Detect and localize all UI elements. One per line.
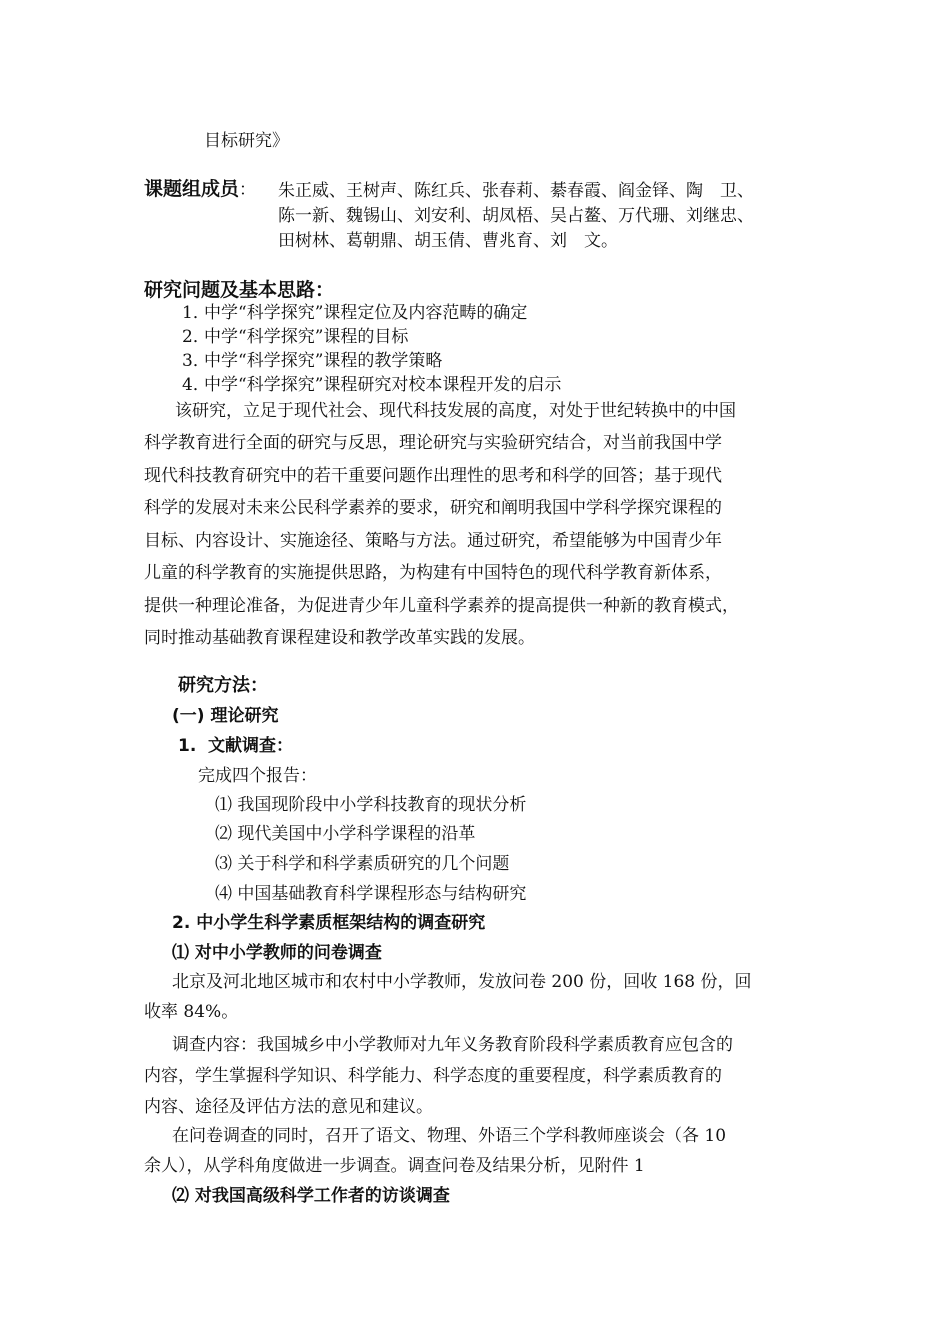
teacher-survey-line: 北京及河北地区城市和农村中小学教师，发放问卷 200 份，回收 168 份，回 (172, 972, 752, 992)
problems-paragraph-line: 该研究，立足于现代社会、现代科技发展的高度，对处于世纪转换中的中国 (175, 401, 736, 421)
members-label: 课题组成员 (144, 178, 240, 200)
members-line: 田树林、葛朝鼎、胡玉倩、曹兆育、刘 文。 (278, 231, 618, 251)
problem-item (182, 348, 442, 374)
problems-paragraph-line: 儿童的科学教育的实施提供思路，为构建有中国特色的现代科学教育新体系， (144, 563, 722, 583)
problems-paragraph-line: 目标、内容设计、实施途径、策略与方法。通过研究，希望能够为中国青少年 (144, 531, 722, 551)
literature-num: 1. (178, 736, 197, 756)
teacher-survey-heading: ⑴ 对中小学教师的问卷调查 (172, 943, 382, 963)
meeting-line: 在问卷调查的同时，召开了语文、物理、外语三个学科教师座谈会（各 10 (172, 1126, 727, 1146)
reports-intro: 完成四个报告： (198, 766, 317, 786)
problems-heading: 研究问题及基本思路： (144, 279, 335, 301)
report-item: ⑶ 关于科学和科学素质研究的几个问题 (215, 854, 510, 874)
report-item: ⑴ 我国现阶段中小学科技教育的现状分析 (215, 795, 527, 815)
survey-content-line: 内容，学生掌握科学知识、科学能力、科学态度的重要程度，科学素质教育的 (144, 1066, 722, 1086)
problems-paragraph-line: 同时推动基础教育课程建设和教学改革实践的发展。 (144, 628, 535, 648)
scientist-interview-heading: ⑵ 对我国高级科学工作者的访谈调查 (172, 1186, 450, 1206)
members-line: 陈一新、魏锡山、刘安利、胡凤梧、吴占鳌、万代珊、刘继忠、 (278, 206, 754, 226)
problem-item (182, 372, 561, 398)
members-heading (144, 176, 256, 203)
survey-content-line: 内容、途径及评估方法的意见和建议。 (144, 1097, 433, 1117)
problems-paragraph-line: 科学的发展对未来公民科学素养的要求，研究和阐明我国中学科学探究课程的 (144, 498, 722, 518)
problem-text: 中学“科学探究”课程研究对校本课程开发的启示 (204, 375, 562, 395)
theory-heading: (一) 理论研究 (172, 706, 279, 726)
survey-heading: 2. 中小学生科学素质框架结构的调查研究 (172, 913, 486, 933)
problem-num: 2． (182, 327, 210, 347)
teacher-survey-line: 收率 84%。 (144, 1002, 239, 1022)
problem-num: 3． (182, 351, 210, 371)
survey-content-line: 调查内容：我国城乡中小学教师对九年义务教育阶段科学素质教育应包含的 (172, 1035, 733, 1055)
methods-heading: 研究方法： (178, 675, 268, 696)
members-line: 朱正威、王树声、陈红兵、张春莉、綦春霞、阎金铎、陶 卫、 (278, 181, 754, 201)
problems-paragraph-line: 现代科技教育研究中的若干重要问题作出理性的思考和科学的回答；基于现代 (144, 466, 722, 486)
top-line: 目标研究》 (204, 131, 289, 151)
problem-text: 中学“科学探究”课程定位及内容范畴的确定 (204, 303, 528, 323)
problem-item (182, 324, 408, 350)
meeting-line: 余人），从学科角度做进一步调查。调查问卷及结果分析，见附件 1 (144, 1156, 645, 1176)
problems-paragraph-line: 科学教育进行全面的研究与反思，理论研究与实验研究结合，对当前我国中学 (144, 433, 722, 453)
literature-heading (178, 733, 293, 759)
report-item: ⑵ 现代美国中小学科学课程的沿革 (215, 824, 476, 844)
literature-title: 文献调查： (208, 736, 293, 756)
report-item: ⑷ 中国基础教育科学课程形态与结构研究 (215, 884, 527, 904)
problem-text: 中学“科学探究”课程的教学策略 (204, 351, 443, 371)
problem-text: 中学“科学探究”课程的目标 (204, 327, 409, 347)
problems-paragraph-line: 提供一种理论准备，为促进青少年儿童科学素养的提高提供一种新的教育模式， (144, 596, 739, 616)
problem-item (182, 300, 527, 326)
problem-num: 4． (182, 375, 210, 395)
members-colon: ： (239, 180, 257, 200)
problem-num: 1． (182, 303, 210, 323)
